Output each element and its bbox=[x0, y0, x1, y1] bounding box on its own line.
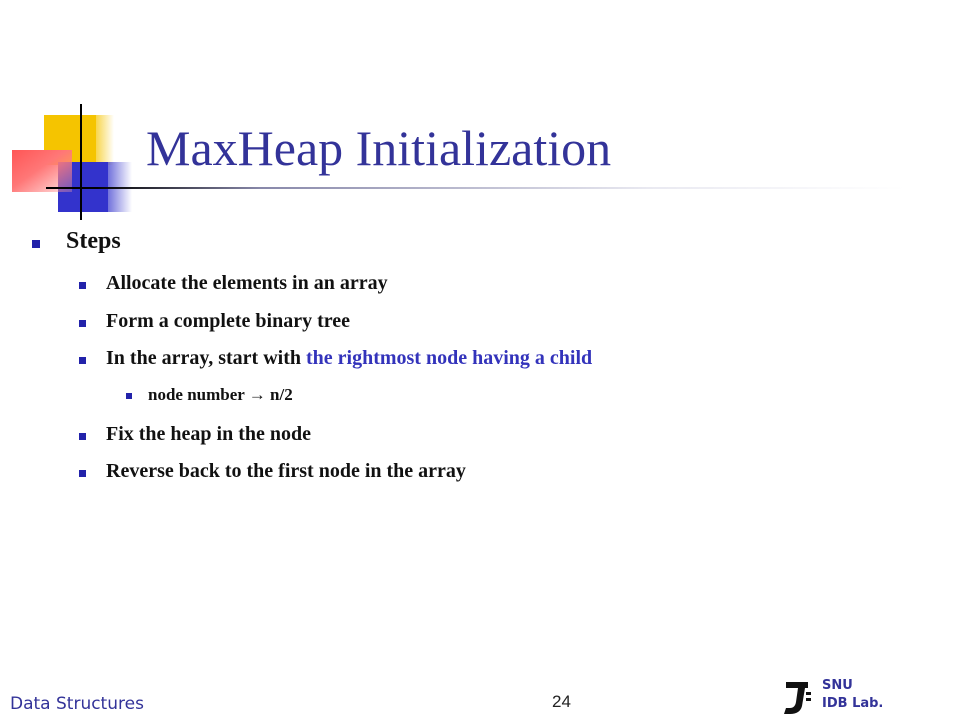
bullet-square bbox=[79, 470, 86, 477]
footer-course: Data Structures bbox=[10, 694, 144, 714]
decor-yellow-fade bbox=[96, 115, 114, 165]
bullet-square bbox=[32, 240, 40, 248]
substep-prefix: node number bbox=[148, 385, 249, 404]
bullet-square bbox=[79, 320, 86, 327]
logo-text-snu: SNU bbox=[822, 678, 853, 693]
substep-suffix: n/2 bbox=[265, 385, 293, 404]
snu-logo-icon bbox=[778, 680, 814, 716]
substep-node-number bbox=[148, 385, 293, 405]
step-allocate: Allocate the elements in an array bbox=[106, 272, 388, 294]
step-form-tree: Form a complete binary tree bbox=[106, 310, 350, 332]
step-fix-heap: Fix the heap in the node bbox=[106, 423, 312, 445]
bullet-square bbox=[79, 357, 86, 364]
bullet-square bbox=[126, 393, 132, 399]
page-number: 24 bbox=[552, 692, 571, 711]
step-start-prefix: In the array, start with bbox=[106, 347, 306, 369]
step-start-rightmost bbox=[106, 347, 592, 370]
bullet-square bbox=[79, 433, 86, 440]
title-underline bbox=[46, 187, 906, 189]
step-start-highlight: the rightmost node having a child bbox=[305, 347, 593, 369]
steps-heading: Steps bbox=[66, 228, 121, 254]
arrow-right-icon: → bbox=[248, 385, 266, 404]
bullet-square bbox=[79, 282, 86, 289]
slide-title: MaxHeap Initialization bbox=[146, 120, 612, 176]
step-reverse-back: Reverse back to the first node in the array bbox=[106, 460, 466, 482]
decor-vertical-line bbox=[80, 104, 82, 220]
logo-text-lab: IDB Lab. bbox=[822, 696, 884, 711]
decor-red-square bbox=[12, 150, 72, 192]
